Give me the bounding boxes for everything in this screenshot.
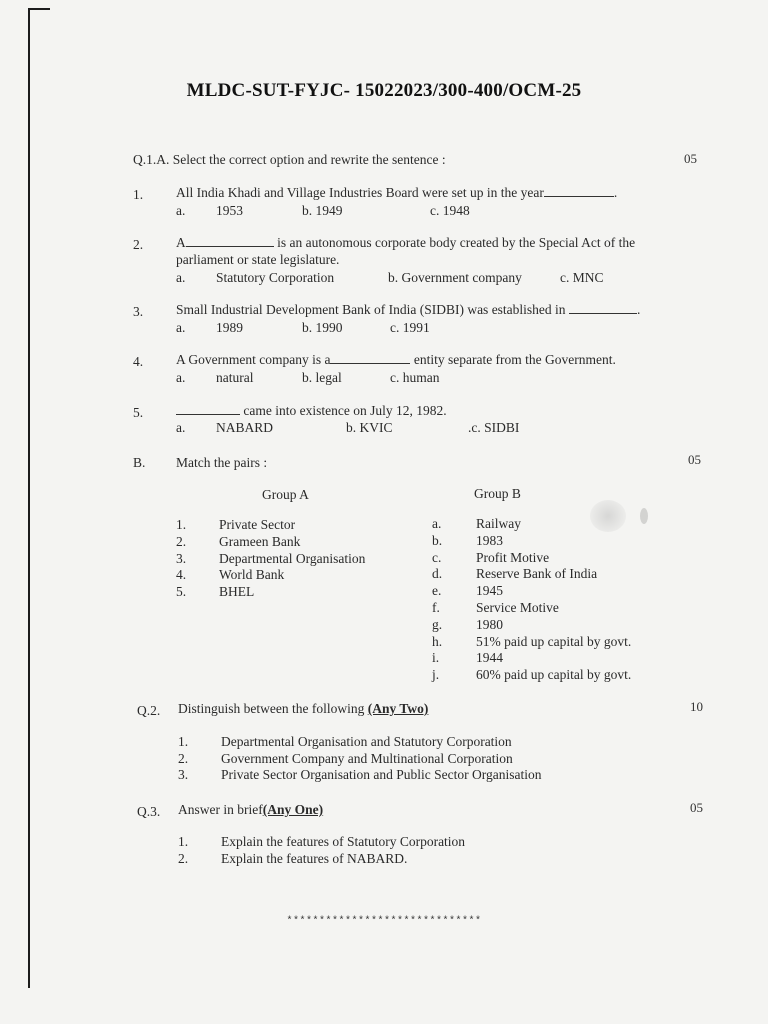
q1a-label: Q.1.A. [133,152,170,167]
group-a-item-text: BHEL [219,584,255,600]
group-b-item-number: g. [432,616,443,632]
q3-item-number: 2. [178,851,189,866]
option-a: a. [176,370,186,385]
group-b-item-text: 60% paid up capital by govt. [476,667,632,683]
question-text: A is an autonomous corporate body created by the Special Act of the [176,235,636,250]
group-a-item-number: 5. [176,584,187,600]
question-text: Small Industrial Development Bank of India (SIDBI) was established in . [176,302,641,317]
group-b-item-number: d. [432,566,443,582]
group-a-item-text: Grameen Bank [219,533,301,549]
q2-instruction: Distinguish between the following (Any Two) [178,701,429,716]
group-b-item-text: 1945 [476,583,503,599]
ink-smudge [640,508,648,524]
question-text-line2: parliament or state legislature. [176,252,340,267]
group-b-item-number: h. [432,633,443,649]
group-b-item-number: j. [432,667,440,683]
option-c: .c. SIDBI [468,420,520,435]
scan-edge-line [28,8,30,988]
group-b-item-number: b. [432,532,443,548]
option-a-text: NABARD [216,420,274,435]
q2-item-text: Private Sector Organisation and Public Sector Organisation [221,767,542,782]
group-a-item-number: 2. [176,533,187,549]
option-c: c. human [390,370,440,385]
q2-item-text: Departmental Organisation and Statutory Corporation [221,734,512,749]
answer-blank [186,246,274,247]
question-number: 3. [133,304,144,319]
question-text: A Government company is a entity separate from the Government. [176,352,616,367]
group-a-item-number: 3. [176,550,187,566]
question-number: 2. [133,237,144,252]
group-a-item-number: 4. [176,567,187,583]
option-b: b. Government company [388,270,522,285]
group-b-item-number: c. [432,549,442,565]
group-b-item-number: e. [432,583,442,599]
question-number: 5. [133,405,144,420]
group-a-item-text: Departmental Organisation [219,550,366,566]
question-text: All India Khadi and Village Industries Board were set up in the year . [176,185,618,200]
group-b-item-text: Service Motive [476,600,559,615]
answer-blank [544,196,614,197]
group-b-title: Group B [474,486,521,501]
q2-marks: 10 [690,699,703,714]
option-b: b. KVIC [346,420,393,435]
option-a: a. [176,320,186,335]
question-number: 1. [133,187,144,202]
group-b-item-text: 51% paid up capital by govt. [476,633,632,649]
group-b-item-number: a. [432,516,442,531]
group-a-title: Group A [262,487,309,502]
q3-label: Q.3. [137,804,161,819]
option-c: c. MNC [560,270,604,285]
option-c: c. 1991 [390,320,430,335]
ink-smudge [590,500,626,532]
q3-item-number: 1. [178,834,189,849]
q1b-marks: 05 [688,452,701,467]
q2-label: Q.2. [137,703,161,718]
group-b-item-text: Reserve Bank of India [476,566,598,582]
end-of-paper-stars: ****************************** [286,916,482,927]
answer-blank [569,313,637,314]
q3-item-text: Explain the features of Statutory Corporation [221,834,466,849]
q1a-instruction: Select the correct option and rewrite the sentence : [172,152,446,167]
group-b-item-text: Profit Motive [476,549,550,565]
question-number: 4. [133,354,144,369]
option-b: b. 1949 [302,203,343,218]
group-b-item-number: f. [432,600,440,615]
q1a-heading [133,152,446,168]
q1a-marks: 05 [684,151,697,166]
option-a: a. [176,420,186,435]
q1b-label: B. [133,455,146,470]
group-b-item-text: 1944 [476,650,503,666]
option-a: a. [176,203,186,218]
option-b: b. 1990 [302,320,343,335]
group-b-item-text: Railway [476,516,521,531]
group-a-item-text: World Bank [219,567,285,583]
q2-item-number: 1. [178,734,189,749]
question-text: came into existence on July 12, 1982. [176,403,447,419]
q1b-instruction: Match the pairs : [176,455,268,470]
option-a-text: 1989 [216,320,243,335]
option-a: a. [176,270,186,285]
q3-instruction: Answer in brief(Any One) [178,802,324,817]
q2-item-text: Government Company and Multinational Corporation [221,750,513,766]
option-c: c. 1948 [430,203,470,218]
q2-item-number: 3. [178,767,189,782]
q3-marks: 05 [690,800,703,815]
scan-edge-line-top [28,8,50,10]
group-a-item-number: 1. [176,517,187,532]
option-a-text: natural [216,370,254,385]
group-a-item-text: Private Sector [219,517,296,532]
q2-item-number: 2. [178,750,189,766]
option-b: b. legal [302,370,342,385]
paper-code-title: MLDC-SUT-FYJC- 15022023/300-400/OCM-25 [186,80,582,101]
group-b-item-text: 1980 [476,616,503,632]
q3-item-text: Explain the features of NABARD. [221,851,408,866]
answer-blank [330,363,410,364]
group-b-item-number: i. [432,650,440,666]
answer-blank [176,414,240,415]
option-a-text: Statutory Corporation [216,270,335,285]
q3-choice: (Any One) [262,802,324,817]
option-a-text: 1953 [216,203,243,218]
group-b-item-text: 1983 [476,532,503,548]
q2-choice: (Any Two) [367,701,429,716]
